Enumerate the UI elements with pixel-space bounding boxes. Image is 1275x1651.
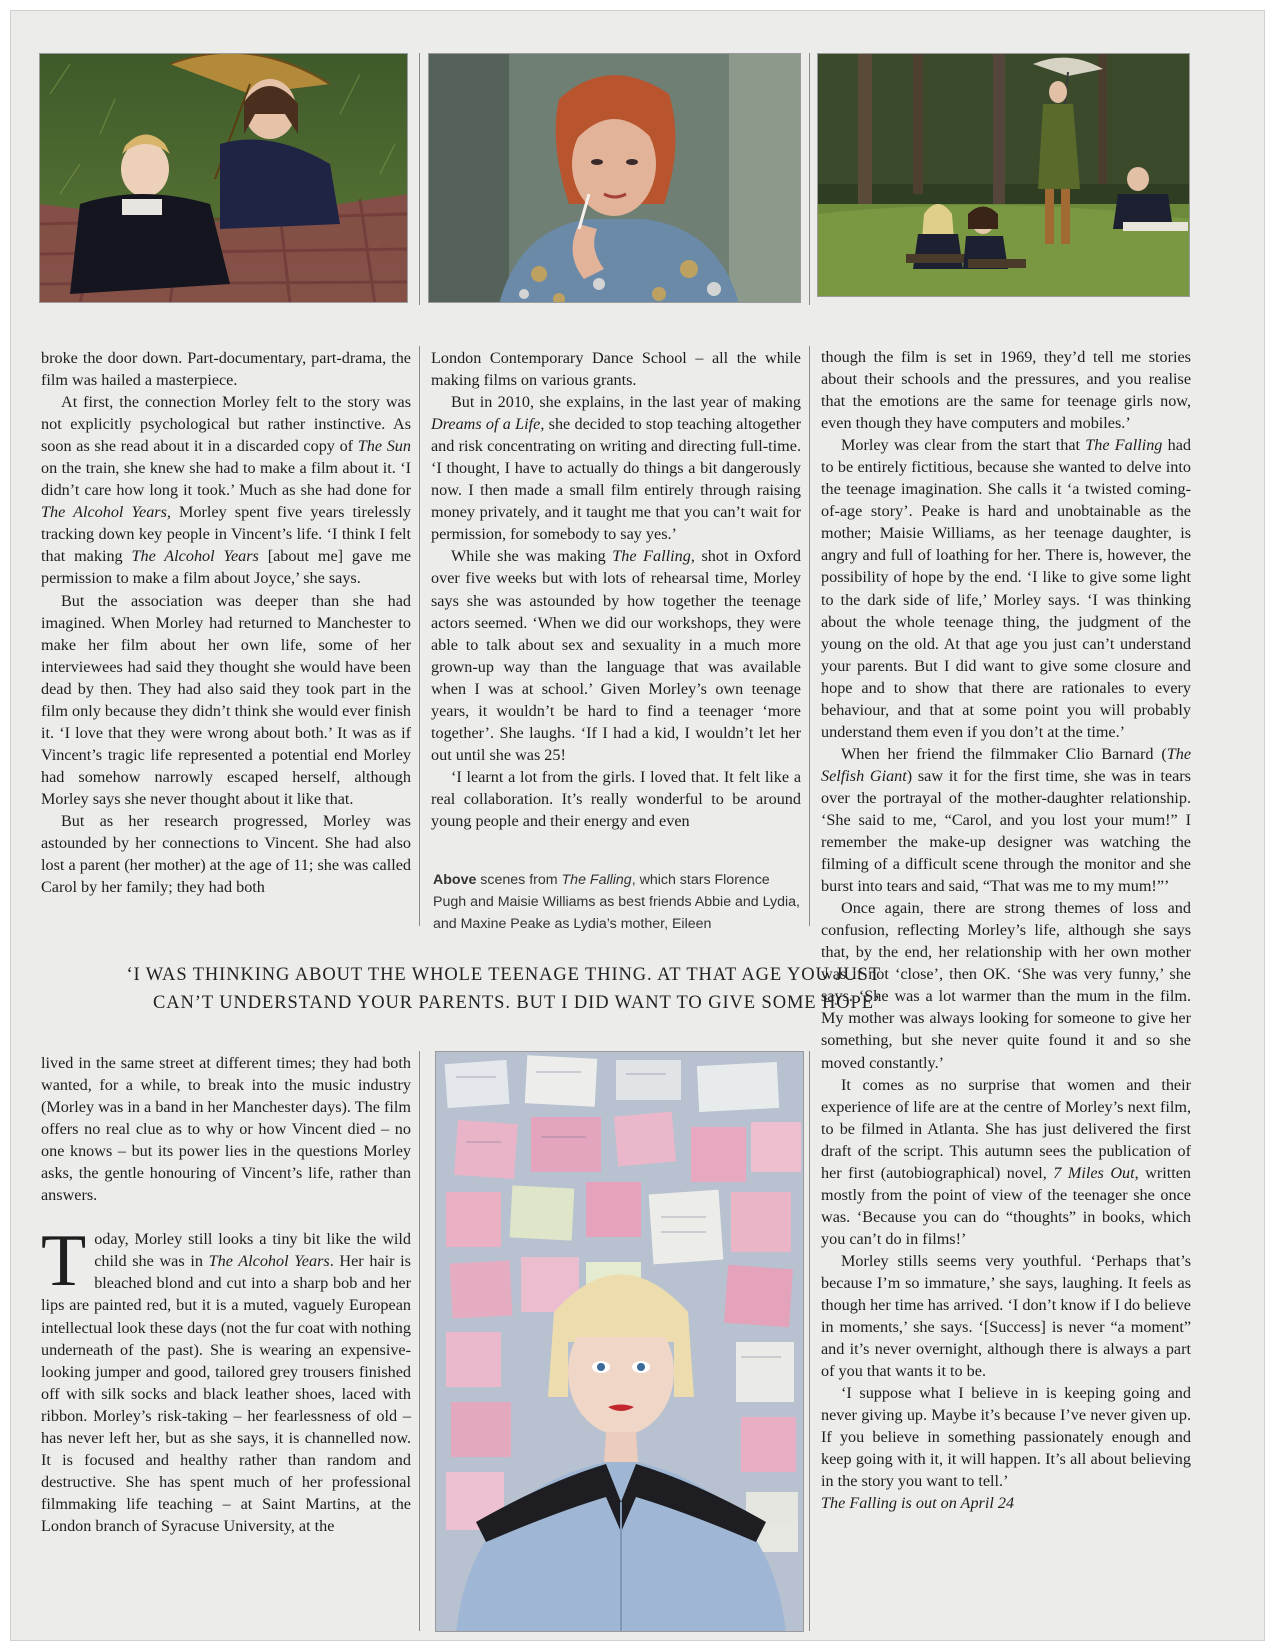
- photo-caption: Above scenes from The Falling, which stars Florence Pugh and Maisie Williams as best friends Abbie and Lydia, and Maxine Peake as Lydia’s mother, Eileen: [433, 872, 800, 932]
- column-rule-4: [809, 346, 810, 926]
- paragraph: While she was making The Falling, shot in Oxford over five weeks but with lots of rehearsal time, Morley says she was astounded by how together the teenage actors seemed. ‘When we did our workshops, they were able to talk about sex and sexuality in a much more grown-up way than the language that was available when I was at school.’ Given Morley’s own teenage years, it wouldn’t be hard to find a teenager ‘more together’. She laughs. ‘If I had a kid, I wouldn’t let her out until she was 25!: [431, 547, 801, 764]
- paragraph: ‘I learnt a lot from the girls. I loved that. It felt like a real collaboration. It’s really wonderful to be around young people and their energy and even: [431, 767, 801, 830]
- photo-girls-sketching-image: [818, 54, 1190, 297]
- caption-label: Above: [433, 872, 477, 888]
- column-3: [821, 346, 1191, 1514]
- photo-girls-umbrella: [39, 53, 408, 303]
- photo-girls-sketching: [817, 53, 1190, 297]
- pull-quote: [41, 961, 881, 1017]
- paragraph: But in 2010, she explains, in the last year of making Dreams of a Life, she decided to stop teaching altogether and risk concentrating on writing and directing full-time. ‘I thought, I have to actually do things a bit dangerously now. I then made a small film entirely through raising money privately, and it taught me that you can’t wait for permission, for somebody to say yes.’: [431, 393, 801, 544]
- photo-portrait-image: [436, 1052, 804, 1632]
- photo-mother-smoking: [428, 53, 801, 303]
- paragraph: When her friend the filmmaker Clio Barnard (The Selfish Giant) saw it for the first time, she was in tears over the portrayal of the mother-daughter relationship. ‘She said to me, “Carol, and you lost your mum!” I remember the make-up designer was watching the filming of a difficult scene through the monitor and she burst into tears and said, “That was me to my mum!”’: [821, 744, 1191, 896]
- photo-girls-umbrella-image: [40, 54, 408, 303]
- paragraph: broke the door down. Part-documentary, part-drama, the film was hailed a masterpiece.: [41, 349, 411, 390]
- paragraph: ‘I suppose what I believe in is keeping going and never giving up. Maybe it’s because I’ve never given up. If you believe in something passionately enough and keep going with it, it will happen. It’s all about believing in the story you want to tell.’: [821, 1384, 1191, 1491]
- paragraph: London Contemporary Dance School – all the while making films on various grants.: [431, 349, 801, 390]
- photo-portrait: [435, 1051, 804, 1632]
- column-1-bottom: [41, 1052, 411, 1537]
- pull-quote-line-1: ‘I WAS THINKING ABOUT THE WHOLE TEENAGE THING. AT THAT AGE YOU JUST: [126, 965, 881, 985]
- column-rule-1: [419, 53, 420, 305]
- paragraph: Once again, there are strong themes of loss and confusion, reflecting Morley’s life, although she says that, by the end, her relationship with her own mother was if not ‘close’, then OK. ‘She was very funny,’ she says. ‘She was a lot warmer than the mum in the film. My mother was always looking for someone to give her something, but she never quite found it and so she moved constantly.’: [821, 899, 1191, 1072]
- paragraph: though the film is set in 1969, they’d tell me stories about their schools and the pressures, and you realise that the emotions are the same for teenage girls now, even though they have computers and mobiles.’: [821, 348, 1191, 433]
- paragraph: But the association was deeper than she had imagined. When Morley had returned to Manchester to make her film about her own life, some of her interviewees had said they thought she would have been dead by then. They had also said they took part in the film only because they didn’t think she would ever finish it. ‘I love that they were wrong about both.’ It was as if Vincent’s tragic life represented a potential end Morley had somehow narrowly escaped herself, although Morley says she never thought about it like that.: [41, 591, 411, 808]
- column-rule-2: [809, 53, 810, 305]
- paragraph: Morley stills seems very youthful. ‘Perhaps that’s because I’m so immature,’ she says, laughing. It feels as though her time has arrived. ‘I don’t know if I do believe in moments,’ she says. ‘[Success] is never “a moment” and it’s never overnight, although there is always a part of you that wants it to be.: [821, 1251, 1191, 1381]
- paragraph: At first, the connection Morley felt to the story was not explicitly psychological but rather instinctive. As soon as she read about it in a discarded copy of The Sun on the train, she knew she had to make a film about it. ‘I didn’t care how long it took.’ Much as she had done for The Alcohol Years, Morley spent five years tirelessly tracking down key people in Vincent’s life. ‘I think I felt that making The Alcohol Years [about me] gave me permission to make a film about Joyce,’ she says.: [41, 393, 412, 588]
- column-1-top: [41, 347, 411, 898]
- paragraph: Morley was clear from the start that The Falling had to be entirely fictitious, because she wanted to delve into the teenage imagination. She calls it ‘a twisted coming-of-age story’. Peake is hard and unobtainable as the mother; Maisie Williams, as her teenage daughter, is angry and full of loathing for her. There is, however, the possibility of hope by the end. ‘I like to give some light to the dark side of life,’ Morley says. ‘I was thinking about the whole teenage thing, the judgment of the young on the old. At that age you just can’t understand your parents. But I did want to give some closure and hope and to show that there are rationales to every behaviour, and that at some point you will probably understand them even if you don’t at the time.’: [821, 436, 1192, 741]
- pull-quote-line-2: CAN’T UNDERSTAND YOUR PARENTS. BUT I DID WANT TO GIVE SOME HOPE’: [153, 993, 881, 1013]
- paragraph: It comes as no surprise that women and their experience of life are at the centre of Morley’s next film, to be filmed in Atlanta. She has just delivered the first draft of the script. This autumn sees the publication of her first (autobiographical) novel, 7 Miles Out, written mostly from the point of view of the teenager she once was. ‘Because you can do “thoughts” in books, which you can’t do in films!’: [821, 1075, 1191, 1248]
- drop-cap: T: [41, 1220, 87, 1303]
- column-2: [431, 347, 801, 832]
- photo-mother-smoking-image: [429, 54, 801, 303]
- release-date-signoff: The Falling is out on April 24: [821, 1494, 1015, 1513]
- magazine-page: [10, 10, 1265, 1641]
- column-rule-3: [419, 346, 420, 926]
- paragraph: But as her research progressed, Morley was astounded by her connections to Vincent. She had also lost a parent (her mother) at the age of 11; she was called Carol by her family; they had both: [41, 811, 411, 897]
- column-rule-5: [419, 1051, 420, 1631]
- paragraph: Today, Morley still looks a tiny bit like the wild child she was in The Alcohol Years. Her hair is bleached blond and cut into a sharp bob and her lips are painted red, but it is a muted, vaguely European intellectual look these days (not the fur coat with nothing underneath of the past). She is wearing an expensive-looking jumper and good, tailored grey trousers finished off with silk socks and black leather shoes, laced with ribbon. Morley’s risk-taking – her fearlessness of old – has never left her, but as she says, it is channelled now. It is focused and healthy rather than random and destructive. She has spent much of her professional filmmaking life teaching – at Saint Martins, at the London branch of Syracuse University, at the: [41, 1220, 411, 1535]
- paragraph: lived in the same street at different times; they had both wanted, for a while, to break into the music industry (Morley was in a band in her Manchester days). The film offers no real clue as to why or how Vincent died – no one knows – but its power lies in the questions Morley asks, the gentle honouring of Vincent’s life, rather than answers.: [41, 1054, 411, 1205]
- column-rule-6: [809, 1051, 810, 1631]
